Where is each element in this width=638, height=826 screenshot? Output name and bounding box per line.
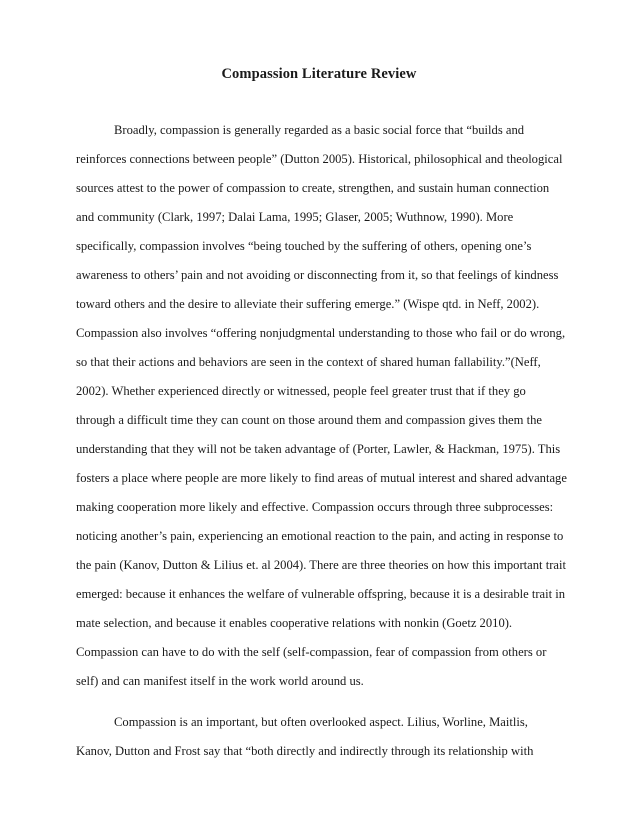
paragraph-1-line-2: reinforces connections between people” (Dutton 2005). Historical, philosophical and theological: [76, 152, 563, 166]
paragraph-1-line-20: self) and can manifest itself in the work world around us.: [76, 674, 364, 688]
paragraph-1-line-19: Compassion can have to do with the self (self-compassion, fear of compassion from others or: [76, 645, 547, 659]
paragraph-1-line-11: through a difficult time they can count on those around them and compassion gives them the: [76, 413, 542, 427]
paragraph-1-line-10: 2002). Whether experienced directly or witnessed, people feel greater trust that if they go: [76, 384, 526, 398]
paragraph-1-line-1: Broadly, compassion is generally regarded as a basic social force that “builds and: [114, 123, 525, 137]
paragraph-1-line-17: emerged: because it enhances the welfare of vulnerable offspring, because it is a desirable trait in: [76, 587, 566, 601]
paragraph-1-line-18: mate selection, and because it enables cooperative relations with nonkin (Goetz 2010).: [76, 616, 513, 630]
paragraph-1-line-12: understanding that they will not be taken advantage of (Porter, Lawler, & Hackman, 1975). This: [76, 442, 561, 456]
paragraph-1-line-9: so that their actions and behaviors are seen in the context of shared human fallability.”(Neff,: [76, 355, 541, 369]
paragraph-1-line-13: fosters a place where people are more likely to find areas of mutual interest and shared advantage: [76, 471, 567, 485]
paragraph-1-line-8: Compassion also involves “offering nonjudgmental understanding to those who fail or do wrong,: [76, 326, 566, 340]
document-title: Compassion Literature Review: [221, 66, 417, 82]
paragraph-2-line-2: Kanov, Dutton and Frost say that “both directly and indirectly through its relationship with: [76, 744, 534, 758]
paragraph-1-line-16: the pain (Kanov, Dutton & Lilius et. al 2004). There are three theories on how this important trait: [76, 558, 566, 572]
paragraph-1-line-7: toward others and the desire to alleviate their suffering emerge.” (Wispe qtd. in Neff, 2002).: [76, 297, 540, 311]
paragraph-1-line-6: awareness to others’ pain and not avoiding or disconnecting from it, so that feelings of kindness: [76, 268, 559, 282]
paragraph-1-line-14: making cooperation more likely and effective. Compassion occurs through three subprocesses:: [76, 500, 554, 514]
paragraph-1-line-4: and community (Clark, 1997; Dalai Lama, 1995; Glaser, 2005; Wuthnow, 1990). More: [76, 210, 514, 224]
paragraph-2-line-1: Compassion is an important, but often overlooked aspect. Lilius, Worline, Maitlis,: [114, 715, 528, 729]
paragraph-1-line-5: specifically, compassion involves “being touched by the suffering of others, opening one’s: [76, 239, 532, 253]
paragraph-1-line-3: sources attest to the power of compassion to create, strengthen, and sustain human connection: [76, 181, 550, 195]
paragraph-1-line-15: noticing another’s pain, experiencing an emotional reaction to the pain, and acting in response to: [76, 529, 564, 543]
